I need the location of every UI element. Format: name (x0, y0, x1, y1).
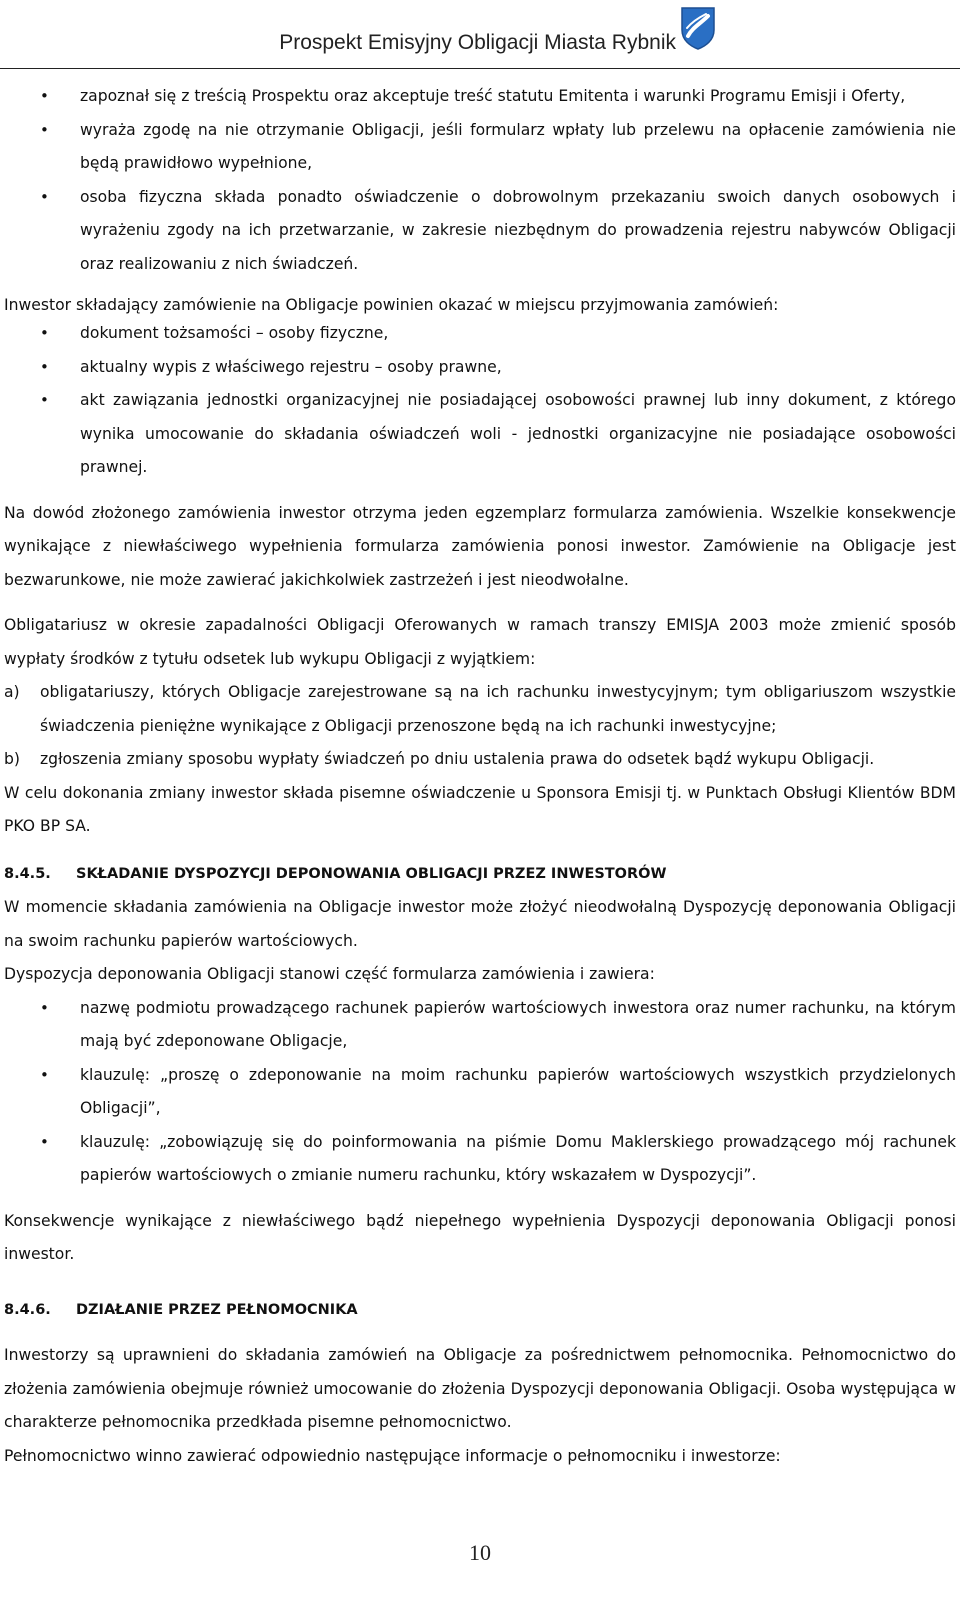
paragraph-bondholder: Obligatariusz w okresie zapadalności Obligacji Oferowanych w ramach transzy EMISJA 2003 może zmienić sposób wypłaty środków z tytułu odsetek lub wykupu Obligacji z wyjątkiem: (4, 616, 956, 668)
section-heading-8-4-6 (4, 1294, 956, 1328)
exceptions-list (4, 676, 956, 777)
section-heading-8-4-5 (4, 858, 956, 892)
list-item: • klauzulę: „proszę o zdeponowanie na moim rachunku papierów wartościowych wszystkich przydzielonych Obligacji”, (4, 1059, 956, 1126)
rybnik-coat-of-arms-icon (680, 6, 716, 50)
document-body (4, 80, 956, 1473)
list-item: • dokument tożsamości – osoby fizyczne, (4, 317, 956, 351)
list-item: • akt zawiązania jednostki organizacyjnej nie posiadającej osobowości prawnej lub inny dokument, z którego wynika umocowanie do składania oświadczeń woli - jednostki organizacyjne nie posiadające osobowości prawnej. (4, 384, 956, 485)
list-item-text: zgłoszenia zmiany sposobu wypłaty świadczeń po dniu ustalenia prawa do odsetek bądź wykupu Obligacji. (40, 750, 875, 768)
section-number: 8.4.5. (4, 865, 51, 882)
paragraph-change-procedure: W celu dokonania zmiany inwestor składa pisemne oświadczenie u Sponsora Emisji tj. w Punktach Obsługi Klientów BDM PKO BP SA. (4, 783, 956, 835)
paragraph-consequences: Konsekwencje wynikające z niewłaściwego bądź niepełnego wypełnienia Dyspozycji deponowania Obligacji ponosi inwestor. (4, 1211, 956, 1263)
paragraph-proxy-contents: Pełnomocnictwo winno zawierać odpowiednio następujące informacje o pełnomocniku i inwestorze: (4, 1446, 781, 1465)
paragraph-investor-documents: Inwestor składający zamówienie na Obligacje powinien okazać w miejscu przyjmowania zamówień: (4, 296, 779, 314)
page-number: 10 (469, 1540, 491, 1565)
list-item: • osoba fizyczna składa ponadto oświadczenie o dobrowolnym przekazaniu swoich danych osobowych i wyrażeniu zgody na ich przetwarzanie, w zakresie niezbędnym do prowadzenia rejestru nabywców Obligacji oraz realizowaniu z nich świadczeń. (4, 181, 956, 282)
list-item: • klauzulę: „zobowiązuję się do poinformowania na piśmie Domu Maklerskiego prowadzącego mój rachunek papierów wartościowych o zmianie numeru rachunku, który wskazałem w Dyspozycji”. (4, 1126, 956, 1193)
list-item: • aktualny wypis z właściwego rejestru – osoby prawne, (4, 351, 956, 385)
list-item (4, 676, 956, 743)
list-item: • zapoznał się z treścią Prospektu oraz akceptuje treść statutu Emitenta i warunki Programu Emisji i Oferty, (4, 80, 956, 114)
list-item: • nazwę podmiotu prowadzącego rachunek papierów wartościowych inwestora oraz numer rachunku, na którym mają być zdeponowane Obligacje, (4, 992, 956, 1059)
paragraph-deposit-contents: Dyspozycja deponowania Obligacji stanowi część formularza zamówienia i zawiera: (4, 965, 655, 983)
paragraph-proxy: Inwestorzy są uprawnieni do składania zamówień na Obligacje za pośrednictwem pełnomocnika. Pełnomocnictwo do złożenia zamówienia obejmuje również umocowanie do złożenia Dyspozycji deponowania Obligacji. Osoba występująca w charakterze pełnomocnika przedkłada pisemne pełnomocnictwo. (4, 1346, 956, 1431)
section-title: SKŁADANIE DYSPOZYCJI DEPONOWANIA OBLIGACJI PRZEZ INWESTORÓW (76, 865, 667, 882)
paragraph-deposit-intro: W momencie składania zamówienia na Obligacje inwestor może złożyć nieodwołalną Dyspozycję deponowania Obligacji na swoim rachunku papierów wartościowych. (4, 898, 956, 950)
section-number: 8.4.6. (4, 1301, 51, 1318)
paragraph-order-copy: Na dowód złożonego zamówienia inwestor otrzyma jeden egzemplarz formularza zamówienia. Wszelkie konsekwencje wynikające z niewłaściwego wypełnienia formularza zamówienia ponosi inwestor. Zamówienie na Obligacje jest bezwarunkowe, nie może zawierać jakichkolwiek zastrzeżeń i jest nieodwołalne. (4, 503, 956, 589)
document-title: Prospekt Emisyjny Obligacji Miasta Rybnik (279, 31, 676, 54)
section-title: DZIAŁANIE PRZEZ PEŁNOMOCNIKA (76, 1301, 358, 1318)
list-item: • wyraża zgodę na nie otrzymanie Obligacji, jeśli formularz wpłaty lub przelewu na opłacenie zamówienia nie będą prawidłowo wypełnione, (4, 114, 956, 181)
documents-list (4, 317, 956, 485)
list-item (4, 743, 956, 777)
header-divider (0, 68, 960, 69)
deposit-clauses-list (4, 992, 956, 1193)
list-marker: b) (4, 750, 20, 768)
declarations-list (4, 80, 956, 281)
page-header (0, 0, 960, 58)
list-item-text: obligatariuszy, których Obligacje zarejestrowane są na ich rachunku inwestycyjnym; tym obligariuszom wszystkie świadczenia pieniężne wynikające z Obligacji przenoszone będą na ich rachunki inwestycyjne; (40, 683, 956, 735)
list-marker: a) (4, 683, 20, 701)
